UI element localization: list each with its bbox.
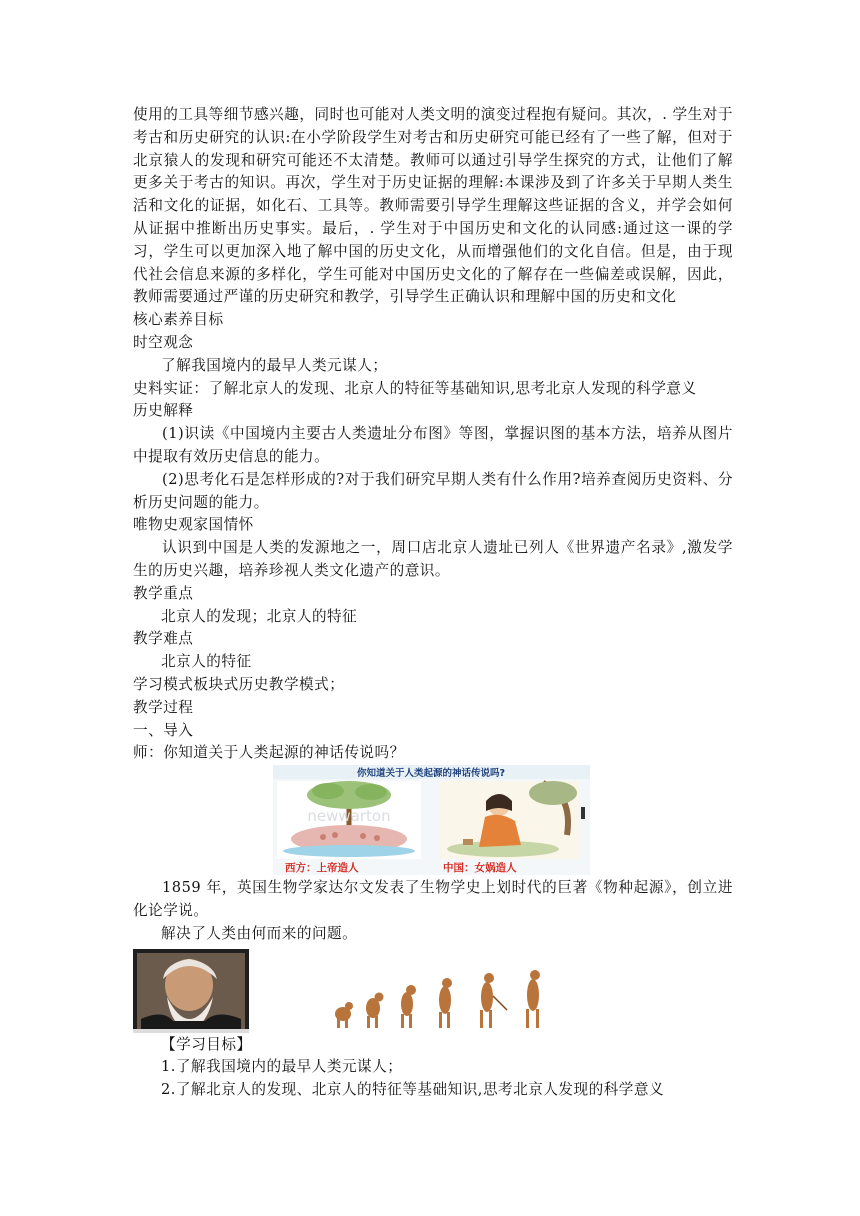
- materialism-goal: 认识到中国是人类的发源地之一，周口店北京人遗址已列人《世界遗产名录》,激发学生的历史兴趣，培养珍视人类文化遗产的意识。: [133, 539, 733, 579]
- interpretation-item-2: (2)思考化石是怎样形成的?对于我们研究早期人类有什么作用?培养查阅历史资料、分析历史问题的能力。: [133, 470, 733, 511]
- spacetime-goal: 了解我国境内的最早人类元谋人；: [161, 356, 388, 374]
- interpretation-item-1: (1)识读《中国境内主要古人类遗址分布图》等图，掌握识图的基本方法，培养从图片中提取有效历史信息的能力。: [133, 425, 733, 465]
- difficulties: 北京人的特征: [161, 653, 252, 671]
- darwin-portrait: [133, 949, 249, 1033]
- heading-key-points: 教学重点: [133, 584, 194, 602]
- watermark-text: newwarton: [307, 807, 391, 826]
- heading-materialism: 唯物史观家国情怀: [133, 516, 254, 534]
- heading-process: 教学过程: [133, 698, 194, 716]
- student-analysis-paragraph: 使用的工具等细节感兴趣，同时也可能对人类文明的演变过程抱有疑问。其次，. 学生对于考古和历史研究的认识:在小学阶段学生对考古和历史研究可能已经有了一些了解，但对于北京猿人的发现和研究可能还不太清楚。教师可以通过引导学生探究的方式，让他们了解更多关于考古的知识。再次，学生对于历史证据的理解:本课涉及到了许多关于早期人类生活和文化的证据，如化石、工具等。教师需要引导学生理解这些证据的含义，并学会如何从证据中推断出历史事实。最后，. 学生对于中国历史和文化的认同感:通过这一课的学习，学生可以更加深入地了解中国的历史文化，从而增强他们的文化自信。但是，由于现代社会信息来源的多样化，学生可能对中国历史文化的了解存在一些偏差或误解，因此，教师需要通过严谨的历史研究和教学，引导学生正确认识和理解中国的历史和文化: [133, 106, 733, 306]
- learning-mode: 学习模式板块式历史教学模式；: [133, 675, 345, 693]
- human-evolution-image: [329, 966, 567, 1030]
- document-body: [133, 104, 733, 1102]
- myth-origin-image: [273, 765, 590, 875]
- darwin-paragraph: 1859 年，英国生物学家达尔文发表了生物学史上划时代的巨著《物种起源》，创立进化论学说。: [133, 879, 733, 919]
- caption-west: 西方：上帝造人: [285, 862, 359, 875]
- darwin-conclusion: 解决了人类由何而来的问题。: [161, 924, 358, 942]
- myth-figure-row: [133, 765, 733, 877]
- learning-goal-2: 2.了解北京人的发现、北京人的特征等基础知识,思考北京人发现的科学意义: [161, 1081, 665, 1099]
- heading-interpretation: 历史解释: [133, 402, 194, 420]
- heading-difficulties: 教学难点: [133, 630, 194, 648]
- heading-intro: 一、导入: [133, 721, 194, 739]
- caption-china: 中国：女娲造人: [443, 862, 517, 875]
- key-points: 北京人的发现；北京人的特征: [161, 607, 358, 625]
- heading-core-literacy: 核心素养目标: [133, 311, 224, 329]
- myth-figure-title: 你知道关于人类起源的神话传说吗?: [356, 768, 506, 780]
- heading-learning-goals: 【学习目标】: [161, 1035, 252, 1053]
- learning-goal-1: 1.了解我国境内的最早人类元谋人；: [161, 1058, 403, 1076]
- evolution-figure-row: [133, 946, 733, 1034]
- heading-spacetime: 时空观念: [133, 333, 194, 351]
- teacher-question: 师：你知道关于人类起源的神话传说吗？: [133, 744, 405, 762]
- evidence-goal: 史料实证：了解北京人的发现、北京人的特征等基础知识,思考北京人发现的科学意义: [133, 379, 697, 397]
